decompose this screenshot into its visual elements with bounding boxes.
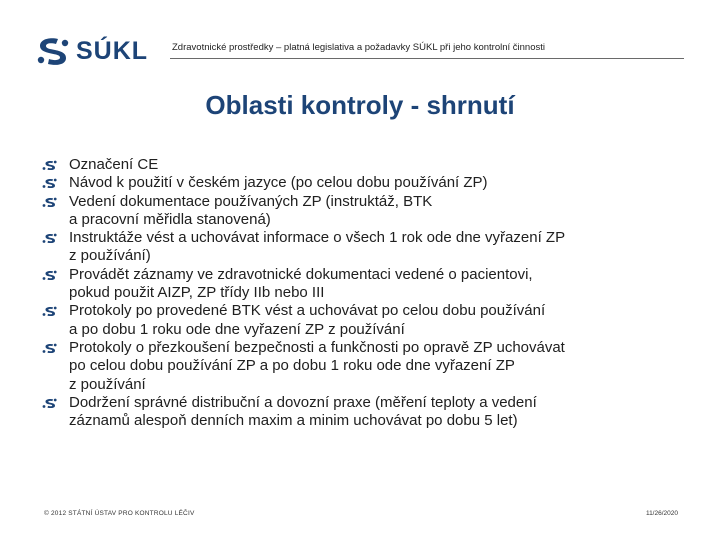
list-item-line: Návod k použití v českém jazyce (po celou dobu používání ZP)	[69, 174, 488, 192]
list-item-line: záznamů alespoň denních maxim a minim uchovávat po dobu 5 let)	[69, 412, 518, 430]
list-item-line: Provádět záznamy ve zdravotnické dokumentaci vedené o pacientovi,	[69, 265, 533, 283]
sukl-bullet-icon	[42, 159, 58, 172]
list-item-line: po celou dobu používání ZP a po dobu 1 roku ode dne vyřazení ZP	[69, 357, 515, 375]
list-item-line: Označení CE	[69, 156, 159, 173]
list-item-line: Protokoly po provedené BTK vést a uchovávat po celou dobu používání	[69, 302, 546, 320]
sukl-bullet-icon	[42, 232, 58, 245]
list-item	[42, 302, 702, 339]
slide-title: Oblasti kontroly - shrnutí	[205, 90, 515, 120]
sukl-logo	[36, 34, 148, 68]
sukl-bullet-icon	[42, 196, 58, 209]
footer-date: 11/26/2020	[645, 510, 678, 517]
list-item	[42, 394, 702, 431]
list-item-line: Instruktáže vést a uchovávat informace o všech 1 rok ode dne vyřazení ZP	[69, 229, 566, 247]
list-item-line: z používání)	[69, 247, 151, 265]
list-item-line: pokud použit AIZP, ZP třídy IIb nebo III	[69, 284, 325, 302]
bullet-list	[42, 156, 702, 430]
logo-text: SÚKL	[76, 37, 149, 65]
list-item-line: Vedení dokumentace používaných ZP (instruktáž, BTK	[69, 192, 433, 210]
list-item-line: Protokoly o přezkoušení bezpečnosti a funkčnosti po opravě ZP uchovávat	[69, 338, 565, 356]
list-item-line: z používání	[69, 375, 146, 393]
sukl-bullet-icon	[42, 342, 58, 355]
sukl-bullet-icon	[42, 269, 58, 282]
list-item	[42, 174, 702, 192]
list-item	[42, 339, 702, 394]
list-item	[42, 229, 702, 266]
sukl-logo-icon	[36, 34, 70, 68]
list-item-line: Dodržení správné distribuční a dovozní praxe (měření teploty a vedení	[69, 393, 537, 411]
header-divider	[170, 58, 684, 59]
header-caption: Zdravotnické prostředky – platná legislativa a požadavky SÚKL při jeho kontrolní činnosti	[172, 42, 545, 53]
list-item	[42, 193, 702, 230]
list-item-line: a po dobu 1 roku ode dne vyřazení ZP z používání	[69, 320, 405, 338]
sukl-bullet-icon	[42, 397, 58, 410]
list-item	[42, 156, 702, 174]
sukl-bullet-icon	[42, 177, 58, 190]
sukl-bullet-icon	[42, 305, 58, 318]
footer-copyright: © 2012 STÁTNÍ ÚSTAV PRO KONTROLU LÉČIV	[44, 510, 195, 517]
list-item	[42, 266, 702, 303]
list-item-line: a pracovní měřidla stanovená)	[69, 210, 271, 228]
